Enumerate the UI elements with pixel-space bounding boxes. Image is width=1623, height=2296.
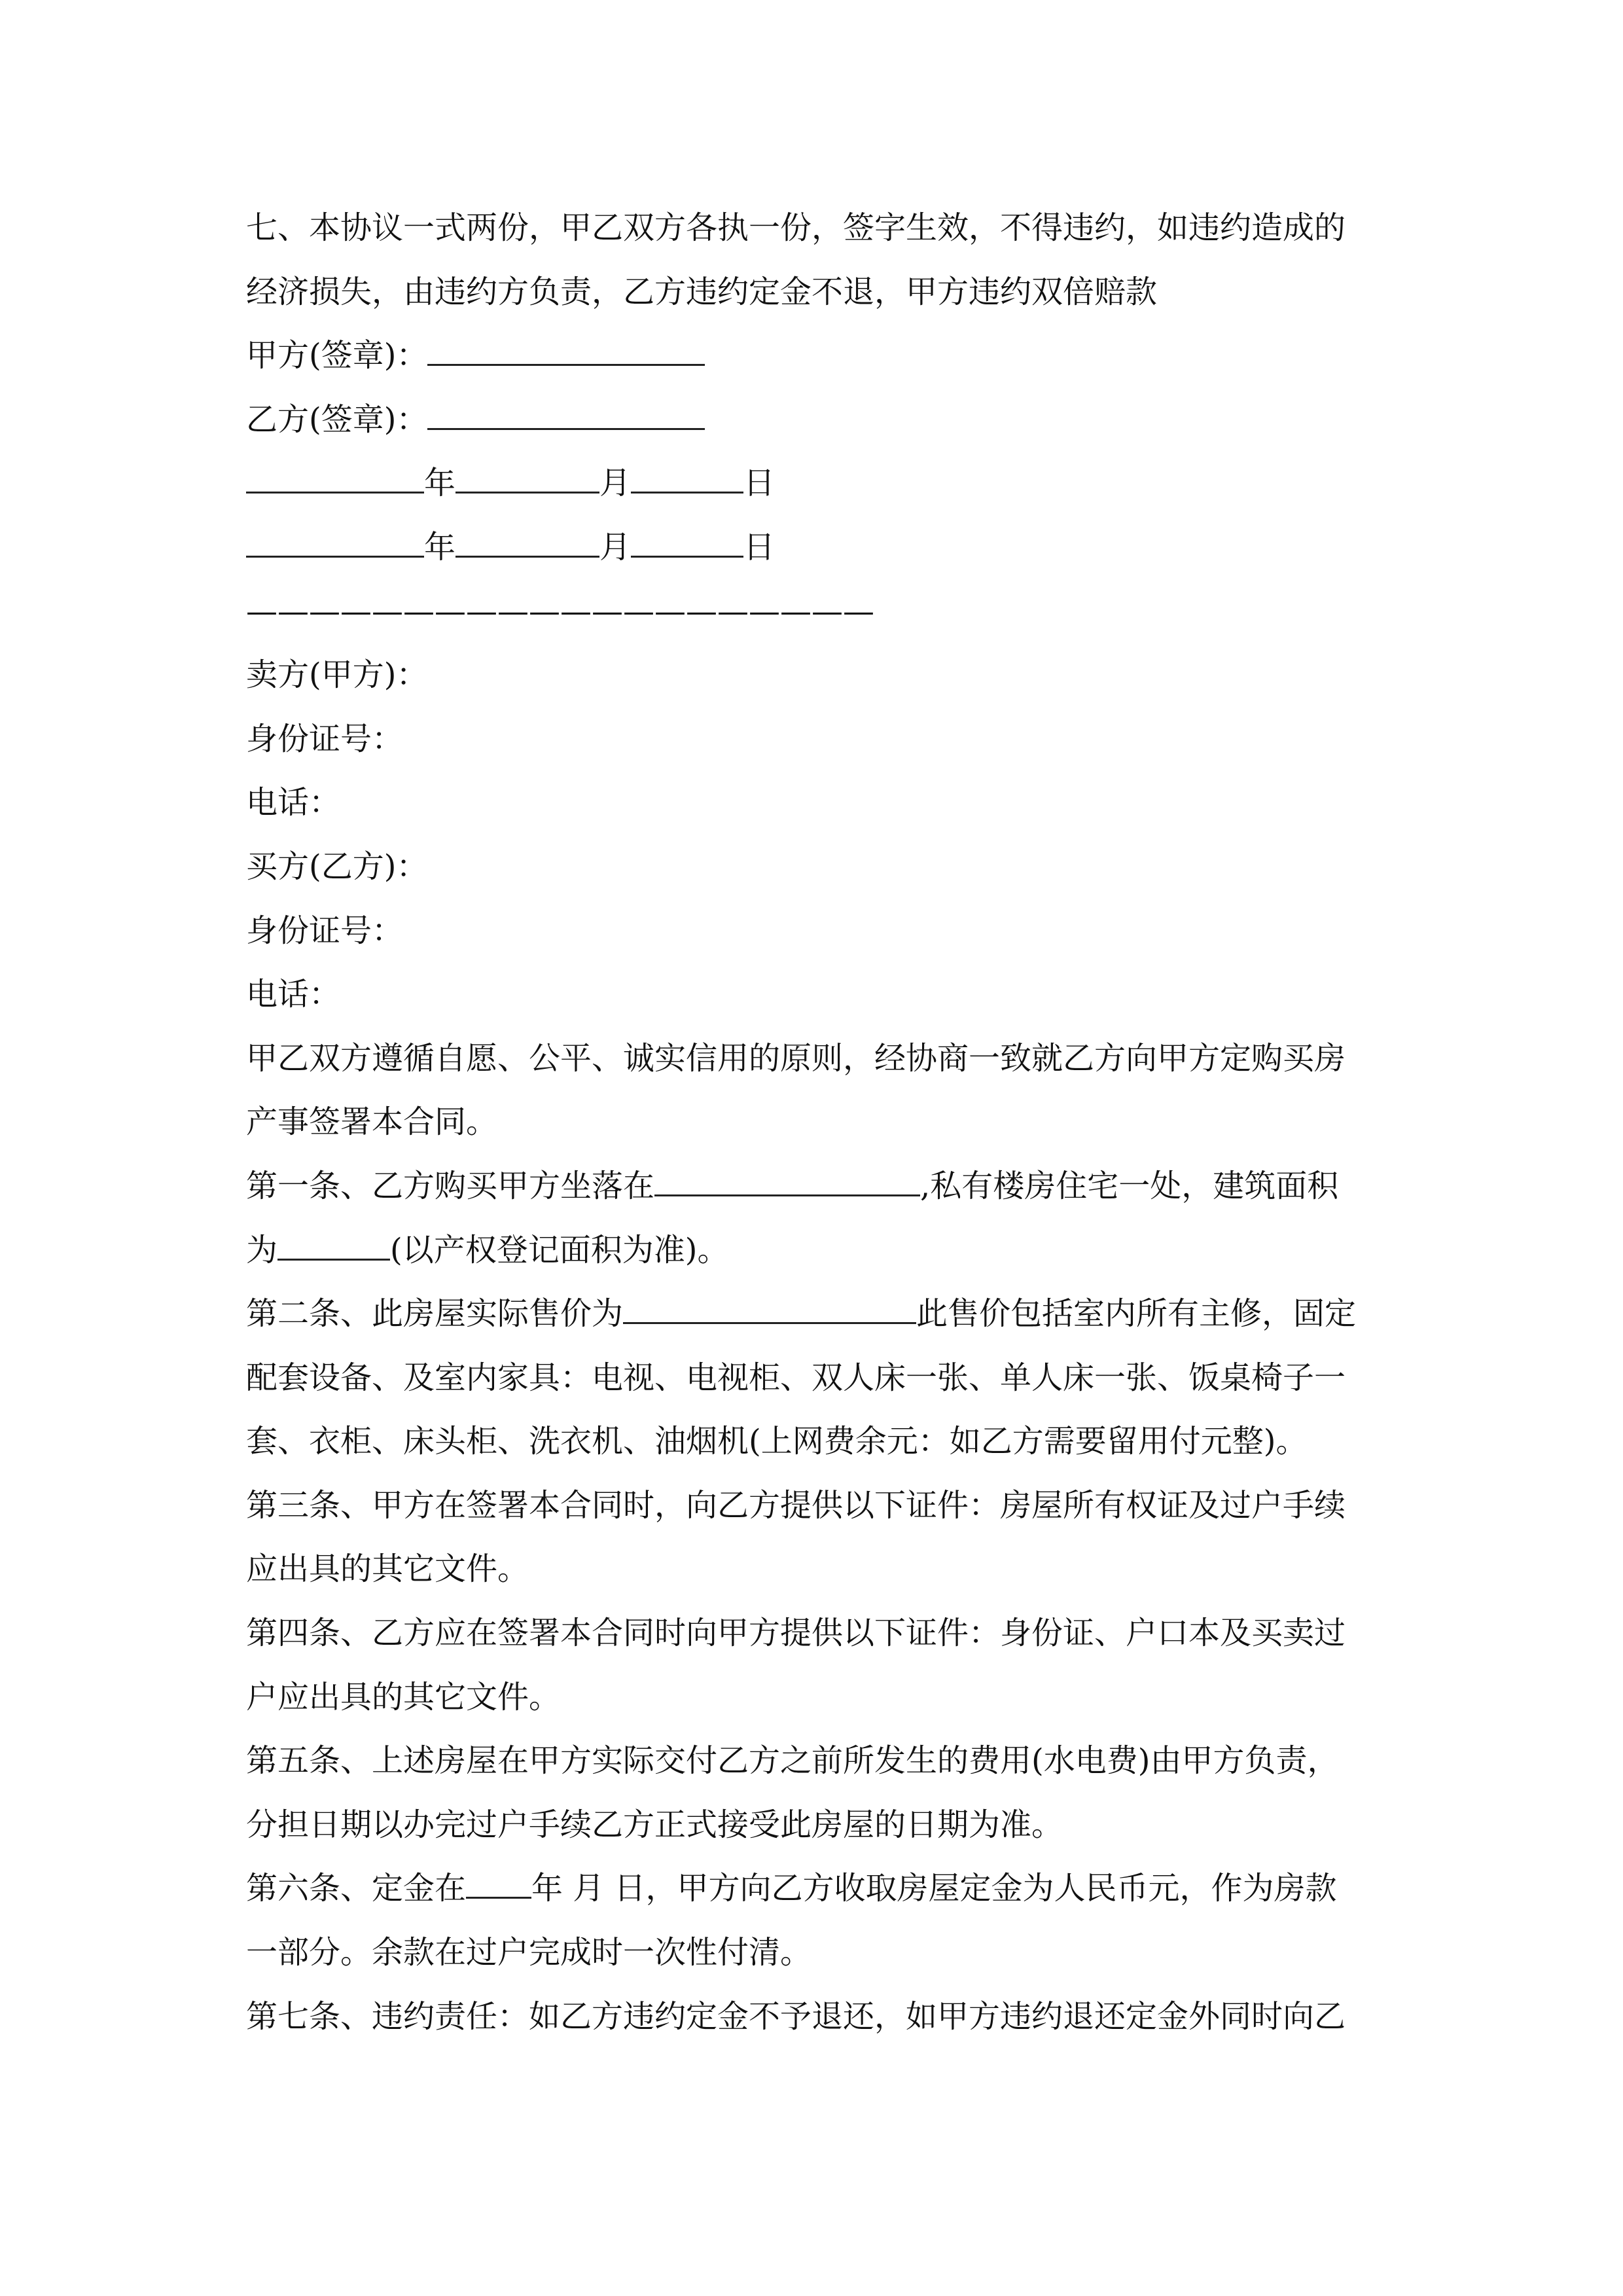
- preamble-line1: 甲乙双方遵循自愿、公平、诚实信用的原则，经协商一致就乙方向甲方定购买房: [246, 1039, 1346, 1077]
- article1-text-b: ,私有楼房住宅一处，建筑面积: [920, 1167, 1339, 1204]
- date-line-2: [246, 516, 1385, 580]
- article2-text-b: 此售价包括室内所有主修，固定: [916, 1295, 1357, 1333]
- party-a-signature-line: [246, 324, 1385, 388]
- date-day-blank[interactable]: [631, 520, 743, 558]
- article2-line1: [246, 1282, 1385, 1346]
- separator: ————————————————————: [246, 592, 874, 630]
- article1-text-c: 为: [246, 1231, 278, 1268]
- date-line-1: [246, 452, 1385, 516]
- seller-id-label: 身份证号：: [246, 720, 404, 757]
- date-year-label: 年: [424, 465, 456, 502]
- seller-label: 卖方(甲方)：: [246, 656, 428, 694]
- party-b-signature-label: 乙方(签章)：: [246, 401, 428, 438]
- date-day-blank[interactable]: [631, 456, 743, 493]
- buyer-label: 买方(乙方)：: [246, 848, 428, 885]
- article1-text-a: 第一条、乙方购买甲方坐落在: [246, 1167, 655, 1204]
- article5-line2: 分担日期以办完过户手续乙方正式接受此房屋的日期为准。: [246, 1806, 1063, 1843]
- date-month-blank[interactable]: [455, 456, 599, 493]
- date-day-label: 日: [743, 528, 776, 565]
- sale-price-blank[interactable]: [623, 1286, 916, 1324]
- clause7-line2: 经济损失，由违约方负责，乙方违约定金不退，甲方违约双倍赔款: [246, 273, 1158, 310]
- party-b-signature-line: [246, 388, 1385, 452]
- article7-line1: 第七条、违约责任：如乙方违约定金不予退还，如甲方违约退还定金外同时向乙: [246, 1998, 1346, 2035]
- floor-area-blank[interactable]: [277, 1223, 390, 1261]
- date-month-label: 月: [599, 528, 632, 565]
- date-year-blank[interactable]: [246, 520, 424, 558]
- separator-line: [246, 580, 1385, 644]
- party-a-signature-blank[interactable]: [427, 328, 705, 366]
- article6-text-b: 年 月 日，甲方向乙方收取房屋定金为人民币元，作为房款: [531, 1870, 1337, 1907]
- document-page: [246, 196, 1385, 2049]
- date-month-blank[interactable]: [455, 520, 599, 558]
- article2-line2: 配套设备、及室内家具：电视、电视柜、双人床一张、单人床一张、饭桌椅子一: [246, 1359, 1346, 1396]
- date-day-label: 日: [743, 465, 776, 502]
- article5-line1: 第五条、上述房屋在甲方实际交付乙方之前所发生的费用(水电费)由甲方负责，: [246, 1742, 1339, 1780]
- buyer-phone-label: 电话：: [246, 976, 341, 1013]
- preamble-line2: 产事签署本合同。: [246, 1103, 498, 1141]
- article2-line3: 套、衣柜、床头柜、洗衣机、油烟机(上网费余元：如乙方需要留用付元整)。: [246, 1423, 1308, 1460]
- article1-text-d: (以产权登记面积为准)。: [390, 1231, 729, 1268]
- clause7-line1: 七、本协议一式两份，甲乙双方各执一份，签字生效，不得违约，如违约造成的: [246, 209, 1346, 246]
- article4-line2: 户应出具的其它文件。: [246, 1678, 561, 1715]
- deposit-date-blank[interactable]: [466, 1861, 531, 1899]
- article4-line1: 第四条、乙方应在签署本合同时向甲方提供以下证件：身份证、户口本及买卖过: [246, 1615, 1346, 1652]
- article3-line1: 第三条、甲方在签署本合同时，向乙方提供以下证件：房屋所有权证及过户手续: [246, 1486, 1346, 1524]
- party-a-signature-label: 甲方(签章)：: [246, 337, 428, 374]
- buyer-id-label: 身份证号：: [246, 912, 404, 949]
- article1-line1: [246, 1155, 1385, 1219]
- article6-text-a: 第六条、定金在: [246, 1870, 467, 1907]
- seller-phone-label: 电话：: [246, 784, 341, 821]
- date-month-label: 月: [599, 465, 632, 502]
- article6-line1: [246, 1857, 1385, 1921]
- article6-line2: 一部分。余款在过户完成时一次性付清。: [246, 1934, 812, 1971]
- date-year-blank[interactable]: [246, 456, 424, 493]
- party-b-signature-blank[interactable]: [427, 392, 705, 430]
- property-location-blank[interactable]: [654, 1158, 920, 1196]
- article1-line2: [246, 1219, 1385, 1283]
- article2-text-a: 第二条、此房屋实际售价为: [246, 1295, 624, 1333]
- date-year-label: 年: [424, 528, 456, 565]
- article3-line2: 应出具的其它文件。: [246, 1551, 529, 1588]
